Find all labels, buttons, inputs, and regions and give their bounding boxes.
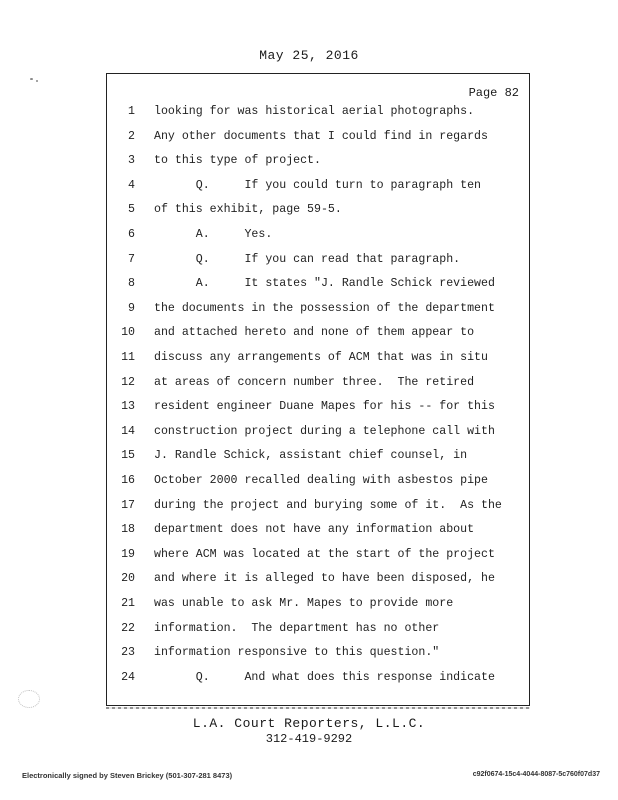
transcript-line <box>107 130 529 152</box>
signature-left: Electronically signed by Steven Brickey (501-307-281 8473) <box>22 771 233 780</box>
line-number: 18 <box>121 523 135 537</box>
transcript-line <box>107 154 529 176</box>
line-text: and where it is alleged to have been disposed, he <box>154 572 495 586</box>
line-text: construction project during a telephone call with <box>154 424 495 438</box>
line-number: 3 <box>128 154 135 168</box>
transcript-line <box>107 474 529 496</box>
transcript-line <box>107 326 529 348</box>
line-text: discuss any arrangements of ACM that was in situ <box>154 351 488 364</box>
line-text: Q. If you can read that paragraph. <box>154 252 461 266</box>
transcript-line <box>107 203 529 225</box>
transcript-line <box>107 277 529 299</box>
line-number: 23 <box>121 646 135 660</box>
line-number: 19 <box>121 547 135 561</box>
line-text: J. Randle Schick, assistant chief counsel, in <box>154 449 468 463</box>
line-text: where ACM was located at the start of the project <box>154 547 495 561</box>
line-text: of this exhibit, page 59-5. <box>154 203 342 217</box>
line-number: 14 <box>121 424 135 438</box>
page-number: Page 82 <box>468 86 519 100</box>
line-text: Any other documents that I could find in regards <box>154 129 488 143</box>
transcript-line <box>107 253 529 275</box>
line-text: during the project and burying some of it. As the <box>154 498 502 512</box>
line-number: 9 <box>128 301 135 315</box>
line-number: 16 <box>121 474 135 487</box>
transcript-line <box>107 400 529 422</box>
line-number: 1 <box>128 105 135 118</box>
transcript-line <box>107 302 529 324</box>
line-number: 8 <box>128 277 135 291</box>
scan-speck <box>30 78 33 80</box>
line-number: 12 <box>121 375 135 389</box>
line-number: 15 <box>121 449 135 463</box>
line-number: 7 <box>128 252 135 266</box>
line-text: information. The department has no other <box>154 621 440 635</box>
transcript-line <box>107 523 529 545</box>
box-bottom-edge <box>106 707 530 709</box>
footer-company: L.A. Court Reporters, L.L.C. <box>192 716 426 731</box>
transcript-line <box>107 646 529 668</box>
line-text: at areas of concern number three. The retired <box>154 375 475 389</box>
footer-phone: 312-419-9292 <box>265 732 353 746</box>
line-text: looking for was historical aerial photographs. <box>154 105 475 118</box>
line-number: 5 <box>128 203 135 217</box>
line-text: Q. If you could turn to paragraph ten <box>154 178 481 192</box>
line-number: 10 <box>121 326 135 340</box>
line-number: 24 <box>121 670 135 684</box>
line-text: the documents in the possession of the department <box>154 301 495 315</box>
line-number: 4 <box>128 178 135 192</box>
line-text: information responsive to this question." <box>154 646 440 660</box>
date-header: May 25, 2016 <box>259 48 359 63</box>
line-text: A. Yes. <box>154 228 273 241</box>
transcript-box <box>106 73 530 706</box>
transcript-line <box>107 105 529 127</box>
line-text: was unable to ask Mr. Mapes to provide more <box>154 597 454 610</box>
transcript-line <box>107 425 529 447</box>
transcript-line <box>107 179 529 201</box>
line-number: 11 <box>121 351 135 364</box>
line-text: department does not have any information about <box>154 523 475 537</box>
transcript-line <box>107 351 529 373</box>
transcript-line <box>107 548 529 570</box>
transcript-line <box>107 228 529 250</box>
line-text: to this type of project. <box>154 154 321 168</box>
line-text: Q. And what does this response indicate <box>154 670 495 684</box>
line-number: 2 <box>128 129 135 143</box>
line-number: 13 <box>121 400 135 414</box>
line-text: October 2000 recalled dealing with asbestos pipe <box>154 474 488 487</box>
transcript-line <box>107 622 529 644</box>
transcript-line <box>107 597 529 619</box>
line-number: 6 <box>128 228 135 241</box>
line-number: 20 <box>121 572 135 586</box>
transcript-line <box>107 449 529 471</box>
line-number: 22 <box>121 621 135 635</box>
line-text: and attached hereto and none of them appear to <box>154 326 475 340</box>
transcript-line <box>107 671 529 693</box>
transcript-line <box>107 499 529 521</box>
line-number: 21 <box>121 597 135 610</box>
scan-speck <box>36 80 38 82</box>
line-text: resident engineer Duane Mapes for his -- for this <box>154 400 495 414</box>
line-number: 17 <box>121 498 135 512</box>
signature-right: c92f0674-15c4-4044-8087-5c760f07d37 <box>472 771 600 778</box>
transcript-line <box>107 572 529 594</box>
hole-punch-mark <box>18 690 40 708</box>
line-text: A. It states "J. Randle Schick reviewed <box>154 277 495 291</box>
transcript-line <box>107 376 529 398</box>
